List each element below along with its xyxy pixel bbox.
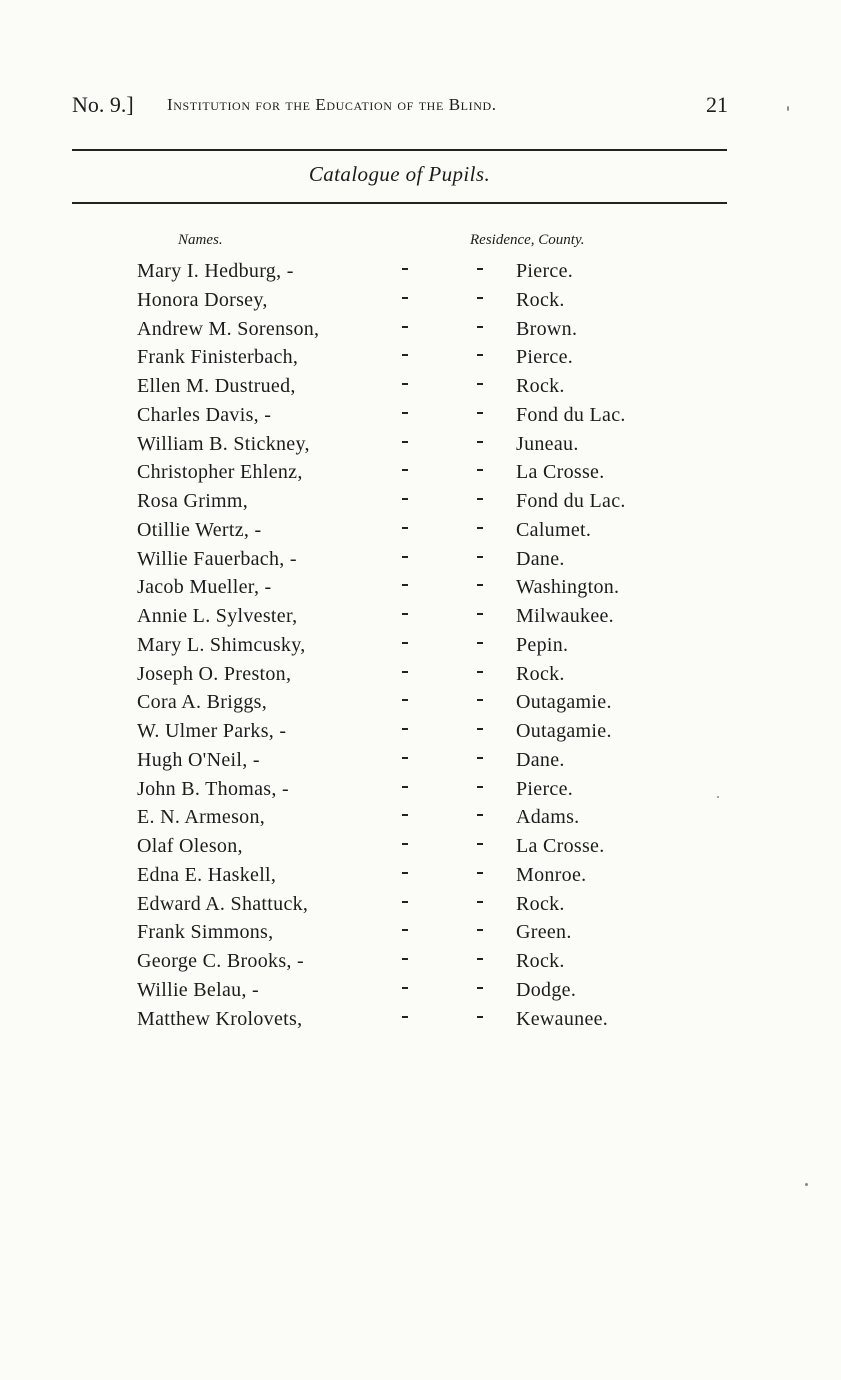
leader-dash — [402, 268, 408, 270]
bottom-rule — [72, 202, 727, 204]
page-number: 21 — [706, 92, 728, 117]
pupil-county: La Crosse. — [516, 461, 605, 484]
list-item — [0, 576, 841, 605]
list-item — [0, 605, 841, 634]
leader-dash — [477, 527, 483, 529]
leader-dash — [402, 929, 408, 931]
leader-dash — [402, 354, 408, 356]
leader-dash — [477, 699, 483, 701]
leader-dash — [402, 786, 408, 788]
list-item — [0, 806, 841, 835]
leader-dash — [477, 642, 483, 644]
pupil-name: Willie Fauerbach, - — [137, 547, 297, 570]
leader-dash — [402, 584, 408, 586]
leader-dash — [402, 1016, 408, 1018]
leader-dash — [477, 1016, 483, 1018]
pupil-catalogue — [0, 260, 841, 1036]
list-item — [0, 375, 841, 404]
leader-dash — [402, 901, 408, 903]
print-speck — [717, 796, 719, 798]
list-item — [0, 979, 841, 1008]
pupil-name: Edna E. Haskell, — [137, 863, 277, 886]
list-item — [0, 921, 841, 950]
pupil-county: Dodge. — [516, 978, 577, 1001]
leader-dash — [402, 958, 408, 960]
leader-dash — [402, 699, 408, 701]
pupil-name: Ellen M. Dustrued, — [137, 375, 296, 397]
list-item — [0, 950, 841, 979]
pupil-name: E. N. Armeson, — [137, 806, 266, 829]
list-item — [0, 490, 841, 519]
leader-dash — [477, 469, 483, 471]
leader-dash — [402, 412, 408, 414]
leader-dash — [402, 757, 408, 759]
pupil-county: La Crosse. — [516, 835, 605, 857]
pupil-name: Willie Belau, - — [137, 978, 259, 1001]
leader-dash — [477, 728, 483, 730]
pupil-county: Juneau. — [516, 432, 579, 455]
pupil-county: Kewaunee. — [516, 1007, 609, 1030]
leader-dash — [402, 297, 408, 299]
leader-dash — [402, 642, 408, 644]
leader-dash — [402, 469, 408, 471]
leader-dash — [402, 613, 408, 615]
running-head — [72, 92, 728, 120]
pupil-county: Rock. — [516, 288, 565, 311]
pupil-county: Pierce. — [516, 346, 574, 369]
leader-dash — [402, 671, 408, 673]
leader-dash — [477, 297, 483, 299]
list-item — [0, 749, 841, 778]
list-item — [0, 835, 841, 864]
section-title: Catalogue of Pupils. — [308, 162, 491, 186]
pupil-name: Joseph O. Preston, — [137, 662, 292, 685]
pupil-name: Otillie Wertz, - — [137, 518, 262, 541]
pupil-county: Rock. — [516, 950, 565, 972]
pupil-county: Rock. — [516, 662, 565, 685]
print-speck — [787, 106, 789, 111]
list-item — [0, 289, 841, 318]
leader-dash — [402, 326, 408, 328]
list-item — [0, 634, 841, 663]
pupil-name: Rosa Grimm, — [137, 490, 249, 512]
leader-dash — [477, 412, 483, 414]
document-number: No. 9.] — [72, 92, 134, 117]
leader-dash — [477, 958, 483, 960]
pupil-name: Honora Dorsey, — [137, 288, 268, 311]
leader-dash — [402, 987, 408, 989]
leader-dash — [402, 728, 408, 730]
list-item — [0, 318, 841, 347]
pupil-name: George C. Brooks, - — [137, 950, 304, 972]
leader-dash — [477, 786, 483, 788]
pupil-county: Adams. — [516, 806, 580, 829]
pupil-county: Outagamie. — [516, 720, 612, 742]
list-item — [0, 864, 841, 893]
leader-dash — [402, 843, 408, 845]
leader-dash — [402, 383, 408, 385]
leader-dash — [477, 268, 483, 270]
pupil-name: Frank Simmons, — [137, 921, 274, 944]
list-item — [0, 519, 841, 548]
pupil-county: Outagamie. — [516, 691, 612, 714]
pupil-county: Rock. — [516, 375, 565, 397]
residence-column-header: Residence, County. — [470, 232, 585, 248]
leader-dash — [477, 814, 483, 816]
leader-dash — [477, 556, 483, 558]
leader-dash — [477, 326, 483, 328]
pupil-county: Fond du Lac. — [516, 490, 626, 512]
list-item — [0, 663, 841, 692]
list-item — [0, 893, 841, 922]
leader-dash — [402, 872, 408, 874]
pupil-county: Fond du Lac. — [516, 403, 626, 426]
leader-dash — [477, 441, 483, 443]
pupil-name: Frank Finisterbach, — [137, 346, 299, 369]
leader-dash — [477, 987, 483, 989]
pupil-county: Rock. — [516, 892, 565, 915]
pupil-county: Monroe. — [516, 863, 587, 886]
list-item — [0, 720, 841, 749]
leader-dash — [477, 383, 483, 385]
pupil-county: Dane. — [516, 547, 565, 570]
running-title: Institution for the Education of the Blind. — [167, 95, 497, 114]
leader-dash — [477, 929, 483, 931]
pupil-county: Milwaukee. — [516, 605, 614, 627]
leader-dash — [402, 441, 408, 443]
leader-dash — [477, 843, 483, 845]
pupil-county: Brown. — [516, 317, 578, 340]
pupil-name: Jacob Mueller, - — [137, 576, 272, 599]
list-item — [0, 691, 841, 720]
pupil-county: Washington. — [516, 576, 620, 599]
leader-dash — [477, 613, 483, 615]
pupil-name: Mary L. Shimcusky, — [137, 633, 306, 656]
pupil-name: Charles Davis, - — [137, 403, 272, 426]
list-item — [0, 260, 841, 289]
pupil-county: Pepin. — [516, 633, 569, 656]
pupil-name: Matthew Krolovets, — [137, 1007, 303, 1030]
leader-dash — [402, 527, 408, 529]
pupil-name: John B. Thomas, - — [137, 777, 289, 800]
pupil-name: Annie L. Sylvester, — [137, 605, 298, 627]
pupil-name: Christopher Ehlenz, — [137, 461, 303, 484]
leader-dash — [477, 757, 483, 759]
pupil-name: Cora A. Briggs, — [137, 691, 268, 714]
pupil-name: Olaf Oleson, — [137, 835, 243, 857]
leader-dash — [477, 498, 483, 500]
pupil-name: Edward A. Shattuck, — [137, 892, 309, 915]
pupil-county: Pierce. — [516, 260, 574, 282]
leader-dash — [477, 872, 483, 874]
pupil-county: Calumet. — [516, 518, 592, 541]
leader-dash — [477, 901, 483, 903]
print-speck — [805, 1183, 808, 1186]
list-item — [0, 404, 841, 433]
list-item — [0, 461, 841, 490]
names-column-header: Names. — [178, 232, 223, 248]
pupil-name: Mary I. Hedburg, - — [137, 260, 294, 282]
pupil-county: Dane. — [516, 748, 565, 771]
list-item — [0, 346, 841, 375]
pupil-name: Hugh O'Neil, - — [137, 748, 260, 771]
list-item — [0, 778, 841, 807]
pupil-name: William B. Stickney, — [137, 432, 310, 455]
pupil-county: Pierce. — [516, 777, 574, 800]
pupil-name: Andrew M. Sorenson, — [137, 317, 320, 340]
leader-dash — [477, 671, 483, 673]
top-rule — [72, 149, 727, 151]
leader-dash — [477, 584, 483, 586]
leader-dash — [477, 354, 483, 356]
leader-dash — [402, 498, 408, 500]
leader-dash — [402, 556, 408, 558]
pupil-county: Green. — [516, 921, 572, 944]
leader-dash — [402, 814, 408, 816]
pupil-name: W. Ulmer Parks, - — [137, 720, 287, 742]
list-item — [0, 1008, 841, 1037]
list-item — [0, 433, 841, 462]
list-item — [0, 548, 841, 577]
